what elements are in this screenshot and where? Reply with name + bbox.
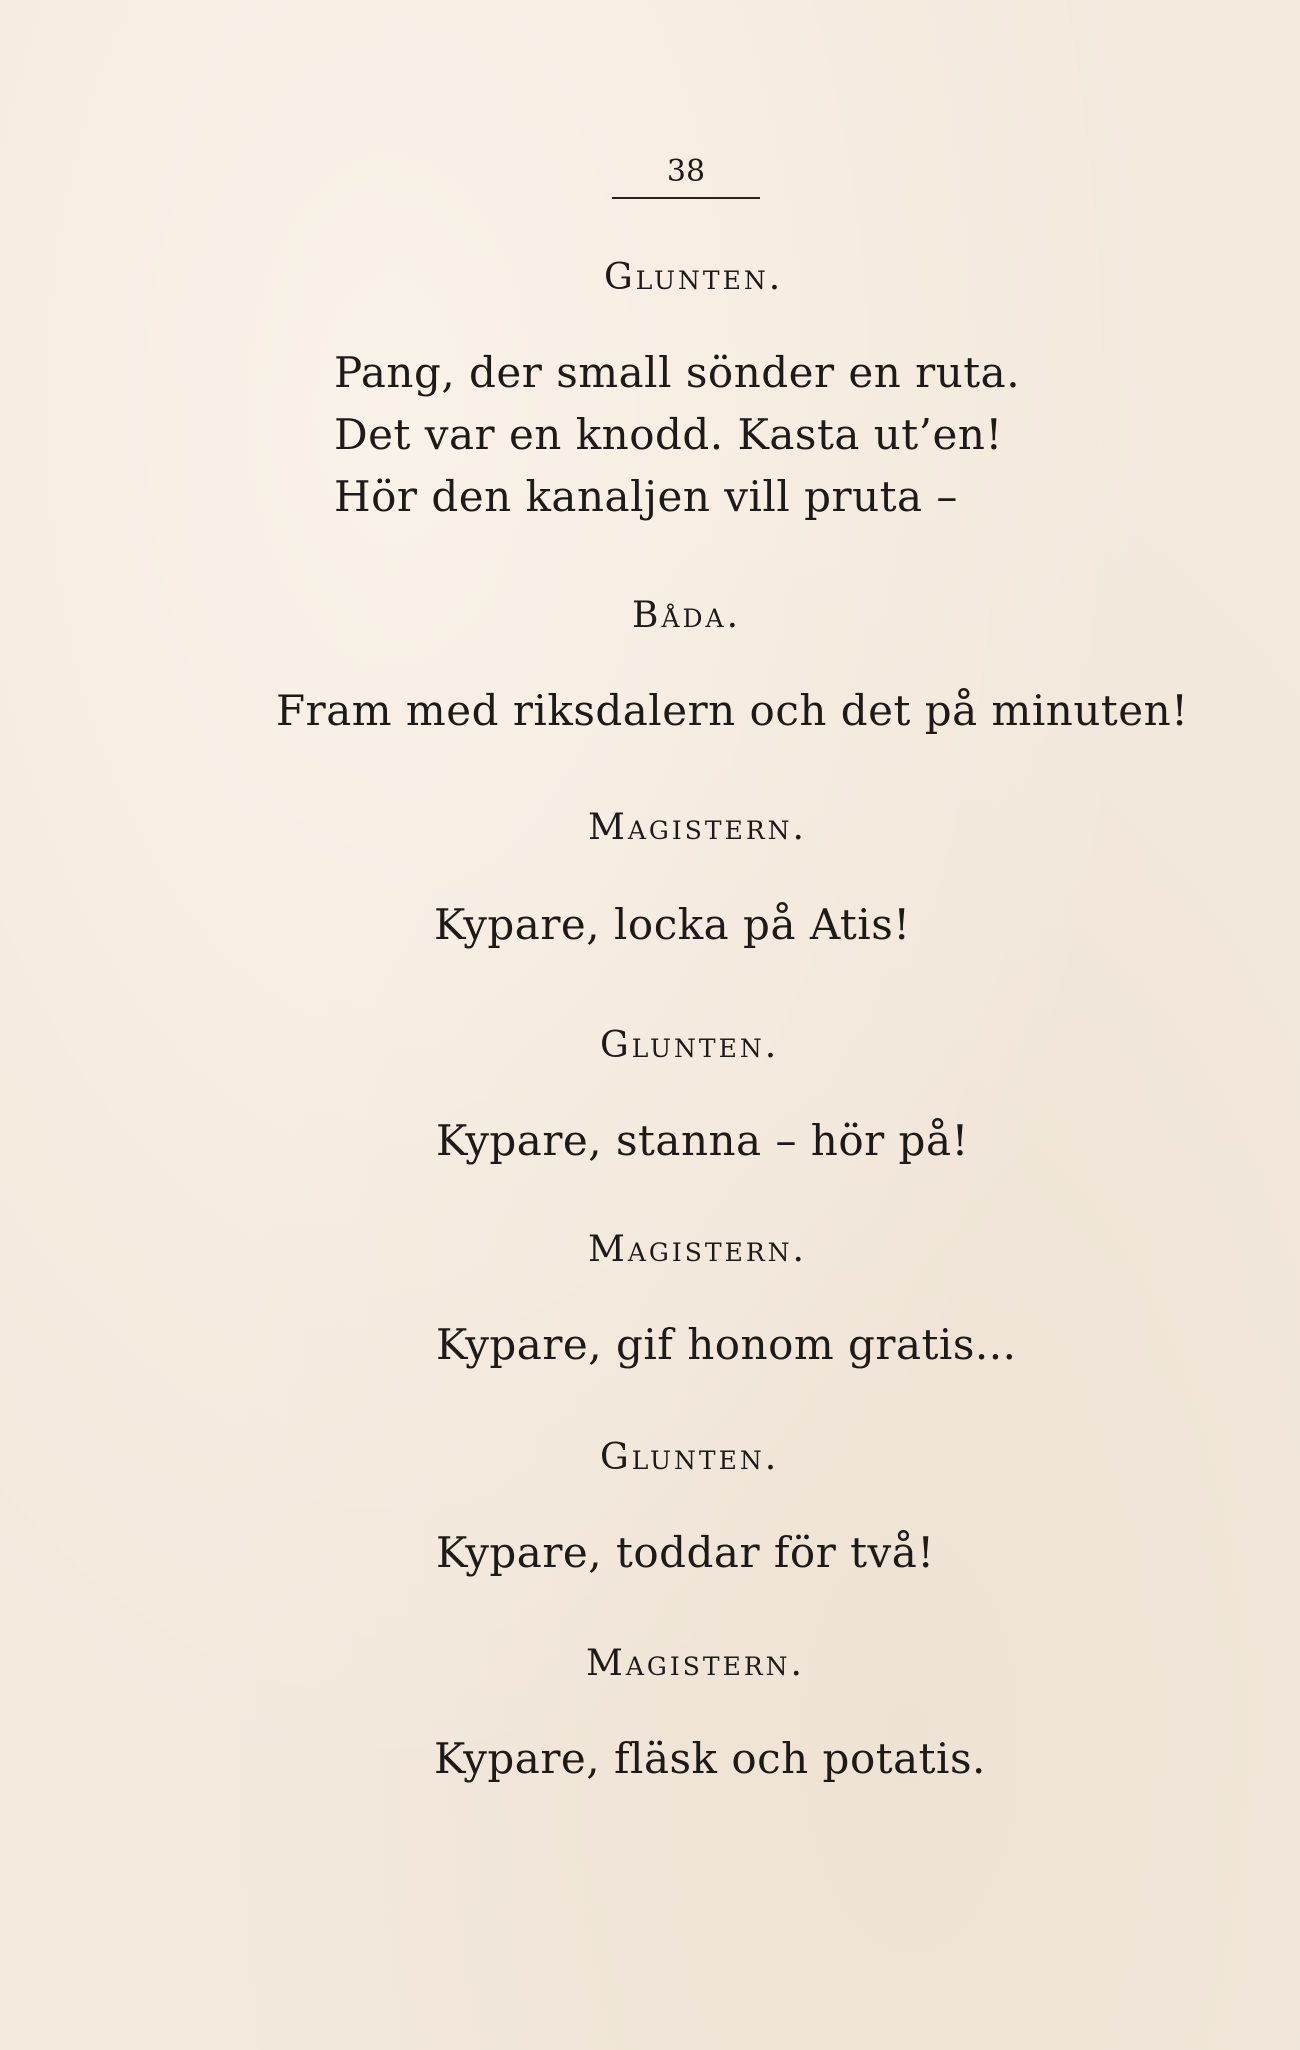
verse-line: Hör den kanaljen vill pruta – [334,472,958,521]
speaker-heading: Glunten. [604,257,784,298]
verse-line: Kypare, stanna – hör på! [436,1116,969,1165]
speaker-heading: Glunten. [600,1437,780,1478]
verse-line: Kypare, toddar för två! [436,1528,935,1577]
speaker-heading: Magistern. [586,1643,805,1684]
header-rule [612,197,760,199]
speaker-heading: Magistern. [588,1229,807,1270]
speaker-heading: Magistern. [588,807,807,848]
page-number: 38 [666,154,706,189]
speaker-heading: Båda. [632,595,742,636]
verse-line: Kypare, locka på Atis! [434,900,911,949]
verse-line: Kypare, fläsk och potatis. [434,1734,986,1783]
speaker-heading: Glunten. [600,1025,780,1066]
verse-line: Kypare, gif honom gratis... [436,1320,1017,1369]
verse-line: Det var en knodd. Kasta ut’en! [334,410,1003,459]
verse-line: Pang, der small sönder en ruta. [334,348,1021,397]
verse-line: Fram med riksdalern och det på minuten! [276,686,1189,735]
